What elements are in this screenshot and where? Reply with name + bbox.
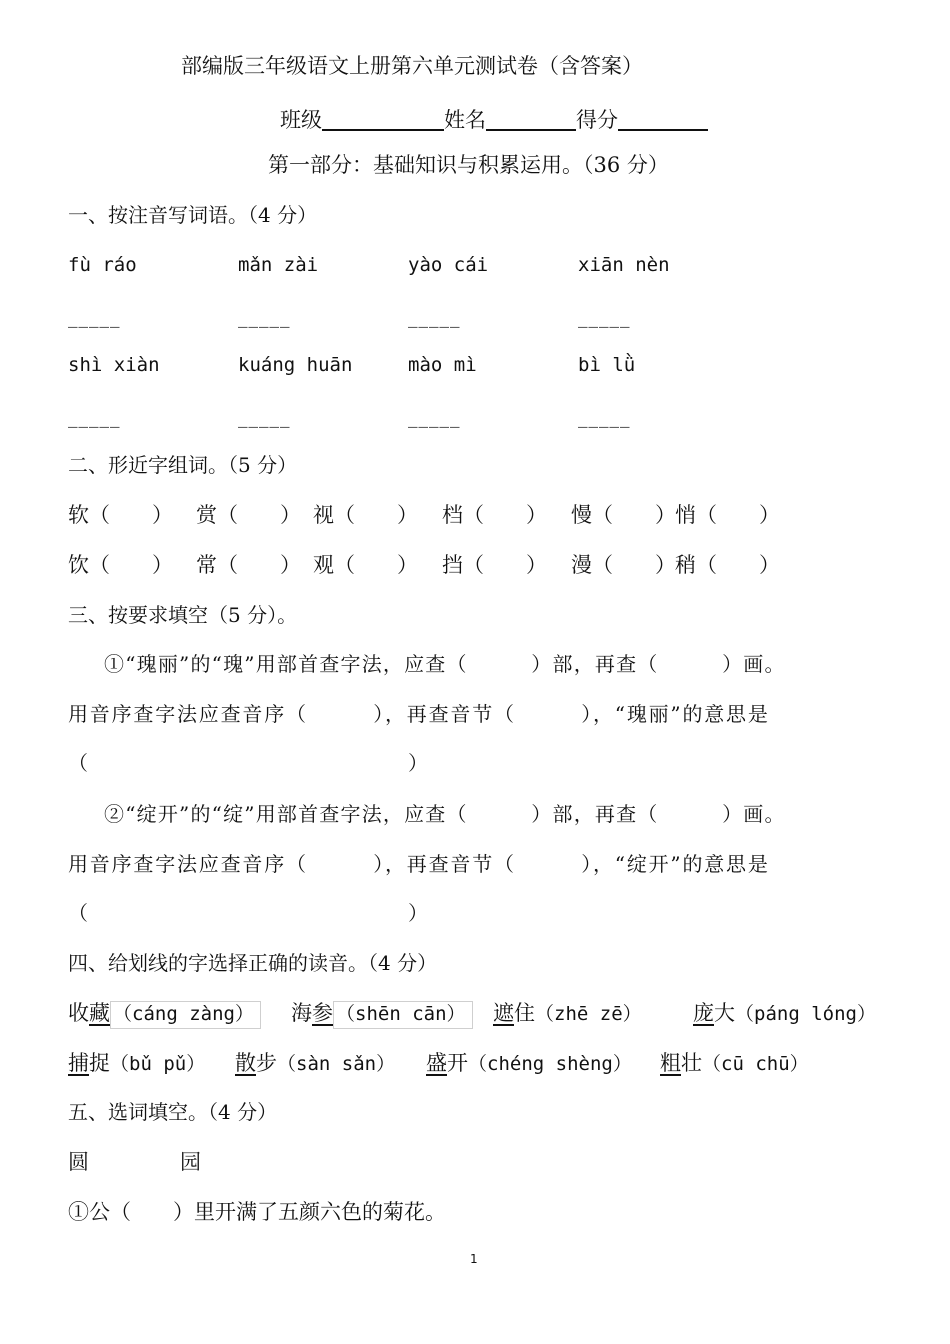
q5-heading: 五、选词填空。（4 分） [68,1100,278,1124]
student-info-line [280,105,708,131]
reading-item: 海参 （shēn cān） [291,1003,473,1024]
pinyin-item: bì lǜ [578,354,636,376]
answer-blank[interactable]: _____ [68,406,121,428]
underlined-char: 盛 [426,1051,447,1075]
reading-item: 盛开（chéng shèng） [426,1051,632,1075]
pinyin-choice: （chéng shèng） [468,1053,632,1075]
char-group: 挡（ ） [442,553,547,577]
q3-item2-line2: 用音序查字法应查音序（ ），再查音节（ ），“绽开”的意思是 [68,852,770,876]
char-group: 档（ ） [442,503,547,527]
reading-item: 粗壮（cū chū） [660,1051,809,1075]
underlined-char: 参 [312,1001,333,1025]
char-group: 稍（ ） [675,553,780,577]
pinyin-item: mào mì [408,354,477,376]
answer-blank[interactable]: _____ [408,406,461,428]
q3-item1-line1: ①“瑰丽”的“瑰”用部首查字法，应查（ ）部，再查（ ）画。 [104,652,786,676]
page-number: 1 [470,1252,478,1266]
pinyin-choice: （páng lóng） [735,1003,876,1025]
answer-blank[interactable]: _____ [578,406,631,428]
reading-item: 遮住（zhē zē） [493,1001,642,1025]
underlined-char: 散 [235,1051,256,1075]
underlined-char: 藏 [89,1001,110,1025]
q3-item1-line3: （ ） [68,751,428,775]
score-label: 得分 [576,108,618,132]
class-field[interactable] [322,105,444,131]
name-field[interactable] [486,105,576,131]
reading-item: 庞大（páng lóng） [693,1001,876,1025]
pinyin-choice: （shēn cān） [333,1001,473,1029]
q3-heading: 三、按要求填空（5 分）。 [68,603,298,627]
pinyin-item: mǎn zài [238,254,319,276]
char-group: 软（ ） [68,503,173,527]
char-group: 饮（ ） [68,553,173,577]
pinyin-item: fù ráo [68,254,137,276]
answer-blank[interactable]: _____ [238,406,291,428]
underlined-char: 遮 [493,1001,514,1025]
pinyin-item: kuáng huān [238,354,353,376]
pinyin-item: xiān nèn [578,254,670,276]
answer-blank[interactable]: _____ [238,306,291,328]
word-option: 圆 [68,1150,89,1174]
char-group: 观（ ） [313,553,418,577]
pinyin-choice: （bǔ pǔ） [110,1053,206,1075]
reading-item: 收藏 （cáng zàng） [68,1003,261,1024]
name-label: 姓名 [444,108,486,132]
char-group: 悄（ ） [675,503,780,527]
char-group: 漫（ ） [571,553,676,577]
part-one-heading: 第一部分：基础知识与积累运用。（36 分） [268,153,669,177]
score-field[interactable] [618,105,708,131]
pinyin-choice: （cū chū） [702,1053,809,1075]
q3-item2-line1: ②“绽开”的“绽”用部首查字法，应查（ ）部，再查（ ）画。 [104,802,786,826]
pinyin-item: yào cái [408,254,489,276]
underlined-char: 粗 [660,1051,681,1075]
q4-heading: 四、给划线的字选择正确的读音。（4 分） [68,951,438,975]
answer-blank[interactable]: _____ [408,306,461,328]
class-label: 班级 [280,108,322,132]
pinyin-choice: （cáng zàng） [110,1001,261,1029]
q3-item2-line3: （ ） [68,901,428,925]
pinyin-choice: （zhē zē） [535,1003,642,1025]
answer-blank[interactable]: _____ [68,306,121,328]
char-group: 常（ ） [196,553,301,577]
char-group: 赏（ ） [196,503,301,527]
underlined-char: 庞 [693,1001,714,1025]
answer-blank[interactable]: _____ [578,306,631,328]
page-title: 部编版三年级语文上册第六单元测试卷（含答案） [181,54,643,78]
underlined-char: 捕 [68,1051,89,1075]
pinyin-item: shì xiàn [68,354,160,376]
q2-heading: 二、形近字组词。（5 分） [68,453,298,477]
q5-item1: ①公（ ）里开满了五颜六色的菊花。 [68,1200,446,1224]
q3-item1-line2: 用音序查字法应查音序（ ），再查音节（ ），“瑰丽”的意思是 [68,702,770,726]
reading-item: 散步（sàn sǎn） [235,1051,396,1075]
reading-item: 捕捉（bǔ pǔ） [68,1051,206,1075]
word-option: 园 [180,1150,201,1174]
char-group: 慢（ ） [571,503,676,527]
pinyin-choice: （sàn sǎn） [277,1053,396,1075]
q1-heading: 一、按注音写词语。（4 分） [68,203,318,227]
char-group: 视（ ） [313,503,418,527]
